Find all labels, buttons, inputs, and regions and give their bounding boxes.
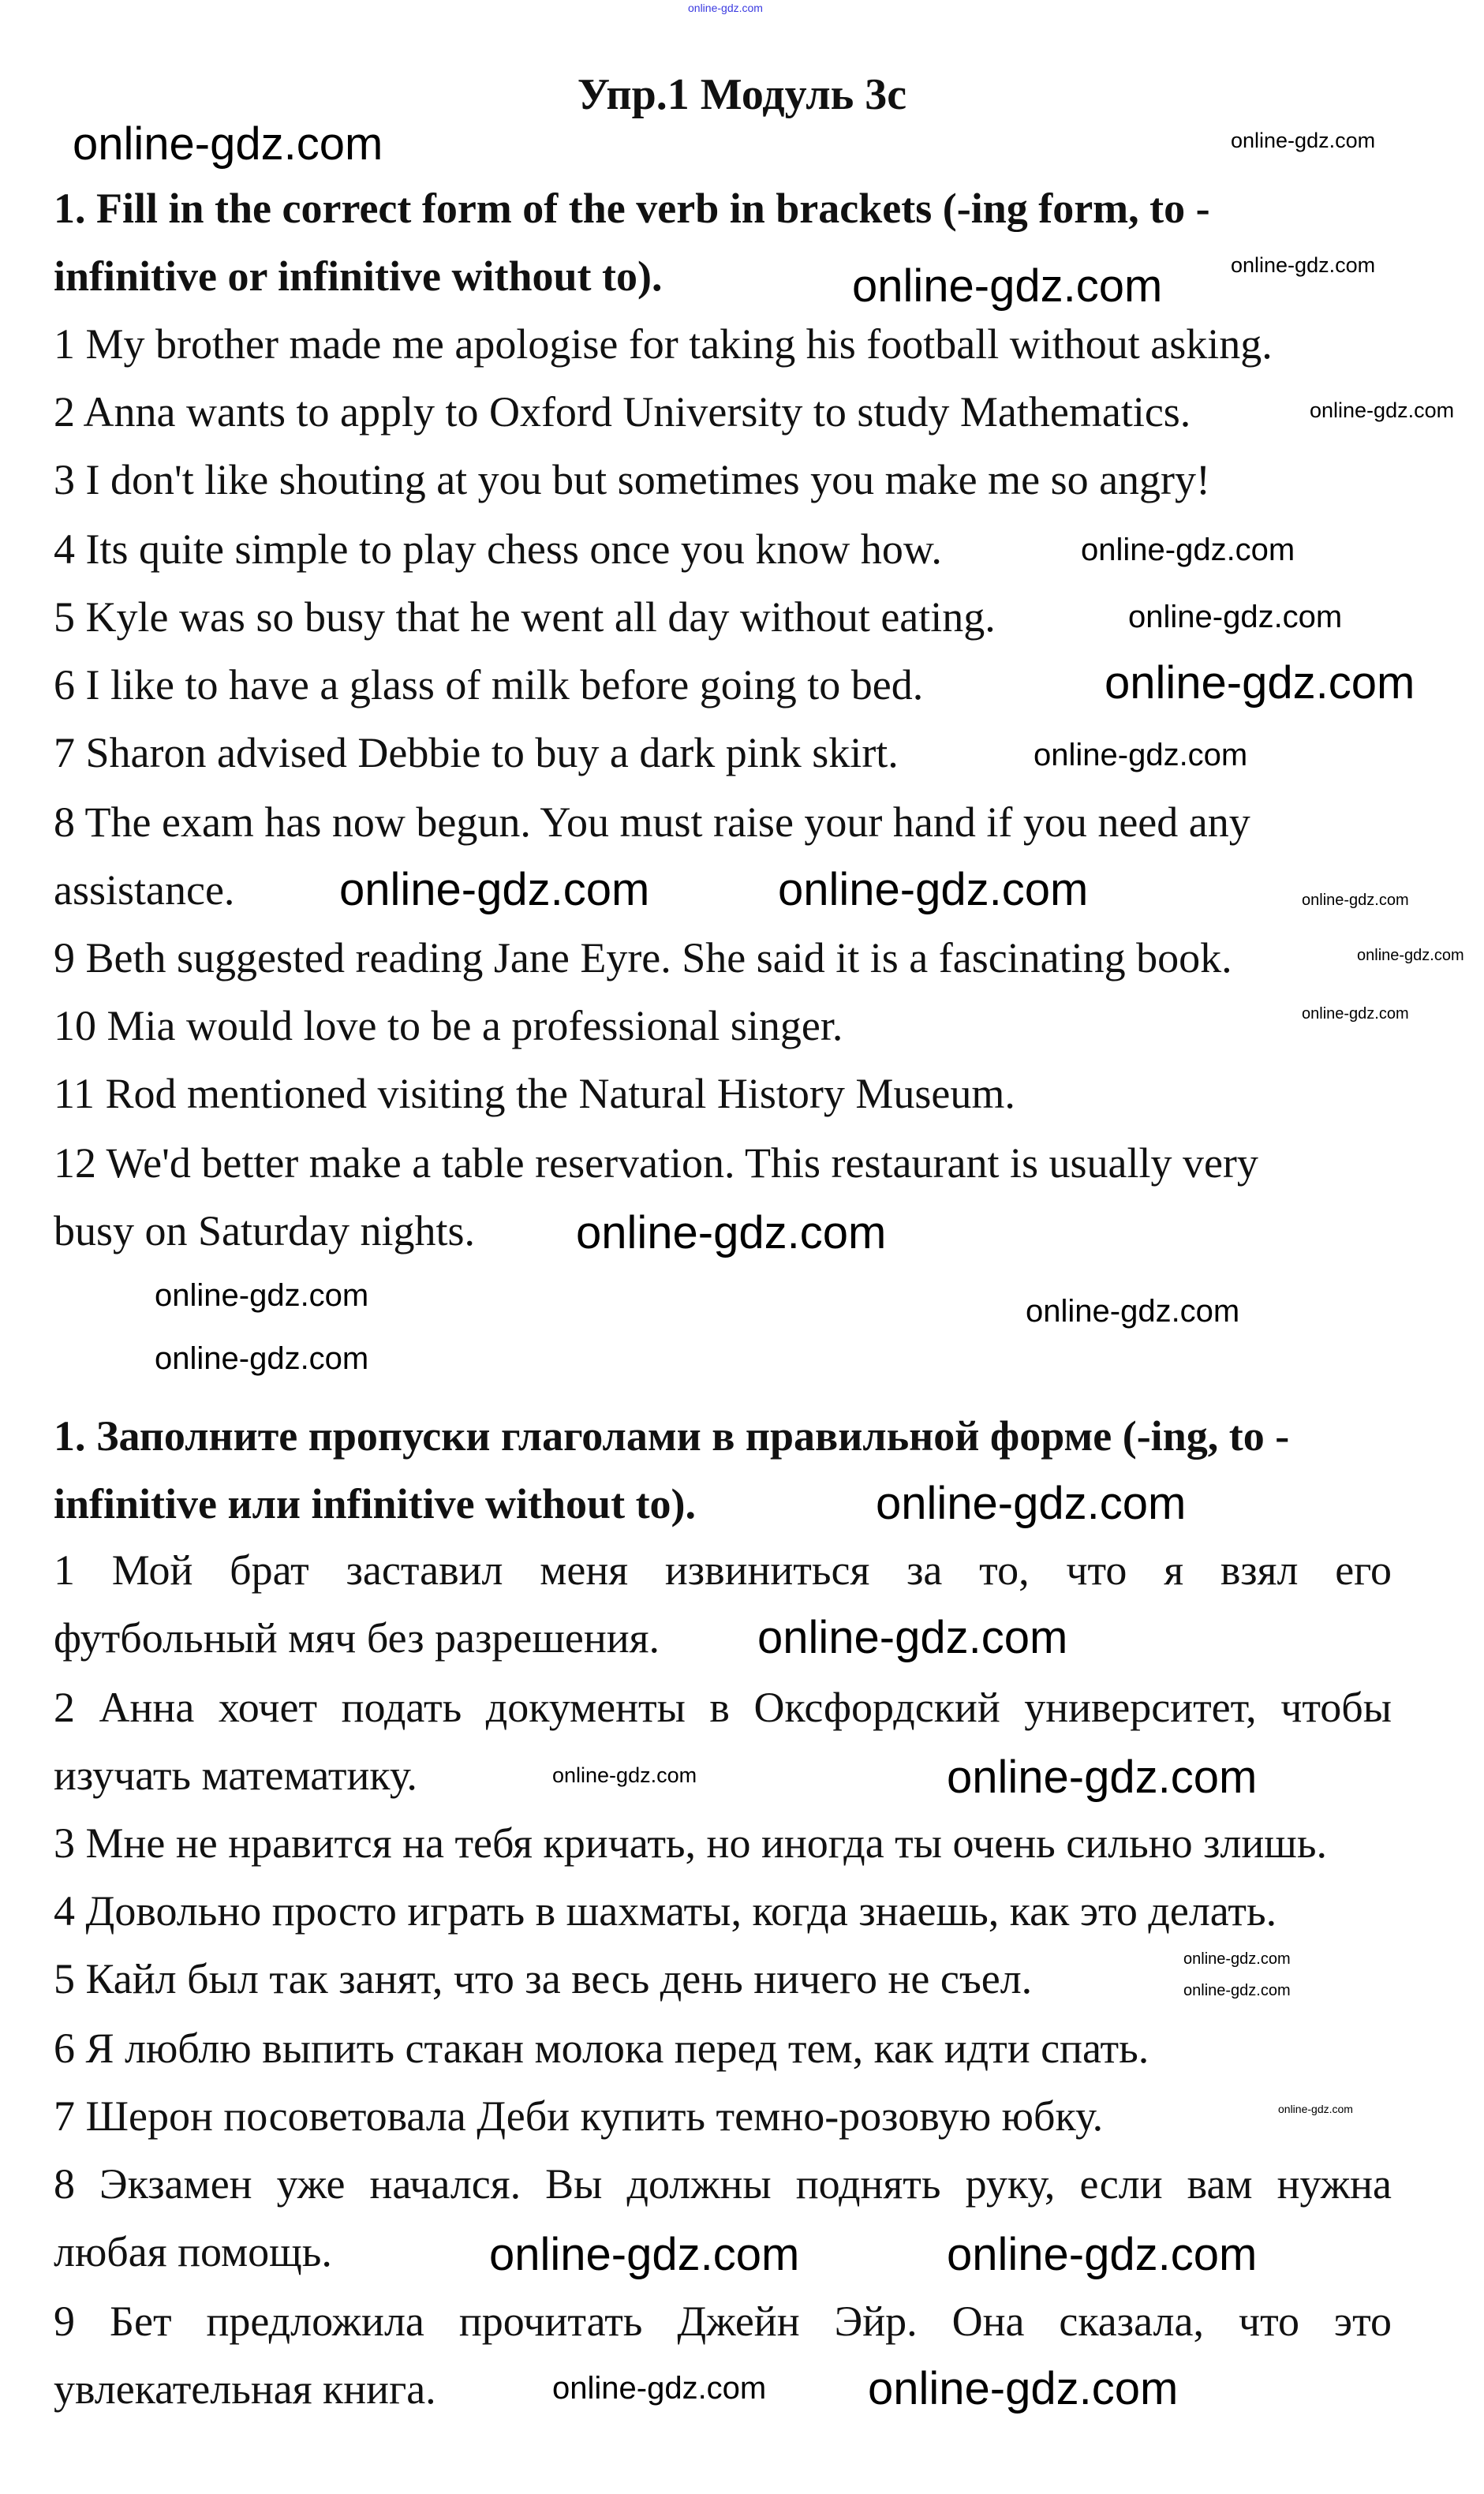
translation-line: 6 Я люблю выпить стакан молока перед тем, как идти спать. (54, 2025, 1149, 2072)
answer-line: 12 We'd better make a table reservation. This restaurant is usually very (54, 1139, 1258, 1187)
answer-line: 11 Rod mentioned visiting the Natural History Museum. (54, 1070, 1015, 1117)
watermark: online-gdz.com (876, 1478, 1187, 1529)
exercise-heading-ru: 1. Заполните пропуски глаголами в правильной форме (-ing, to - (54, 1412, 1290, 1460)
translation-line: любая помощь. (54, 2228, 332, 2275)
watermark: online-gdz.com (852, 260, 1163, 312)
answer-line: busy on Saturday nights. (54, 1207, 475, 1254)
watermark: online-gdz.com (688, 2, 763, 14)
answer-line: 2 Anna wants to apply to Oxford University to study Mathematics. (54, 388, 1191, 436)
watermark: online-gdz.com (1357, 947, 1464, 964)
watermark: online-gdz.com (868, 2363, 1179, 2414)
answer-line: 8 The exam has now begun. You must raise your hand if you need any (54, 798, 1250, 846)
translation-line: 1 Мой брат заставил меня извиниться за то, что я взял его (54, 1546, 1392, 1594)
watermark: online-gdz.com (757, 1612, 1068, 1663)
watermark: online-gdz.com (576, 1207, 887, 1258)
translation-line: 4 Довольно просто играть в шахматы, когда знаешь, как это делать. (54, 1887, 1277, 1935)
translation-line: 7 Шерон посоветовала Деби купить темно-розовую юбку. (54, 2092, 1104, 2140)
watermark: online-gdz.com (489, 2229, 800, 2280)
exercise-heading-ru: infinitive или infinitive without to). (54, 1480, 697, 1527)
translation-line: 9 Бет предложила прочитать Джейн Эйр. Она сказала, что это (54, 2298, 1392, 2345)
watermark: online-gdz.com (155, 1341, 369, 1376)
answer-line: 5 Kyle was so busy that he went all day without eating. (54, 593, 996, 641)
watermark: online-gdz.com (552, 2371, 767, 2406)
watermark: online-gdz.com (73, 118, 383, 170)
translation-line: 8 Экзамен уже начался. Вы должны поднять руку, если вам нужна (54, 2160, 1392, 2208)
watermark: online-gdz.com (1183, 1982, 1291, 1999)
watermark: online-gdz.com (947, 1752, 1258, 1803)
watermark: online-gdz.com (1302, 892, 1409, 909)
watermark: online-gdz.com (155, 1278, 369, 1313)
watermark: online-gdz.com (1128, 600, 1343, 634)
watermark: online-gdz.com (1310, 398, 1455, 422)
watermark: online-gdz.com (1183, 1950, 1291, 1968)
translation-line: футбольный мяч без разрешения. (54, 1614, 660, 1662)
watermark: online-gdz.com (1231, 129, 1376, 152)
watermark: online-gdz.com (1231, 253, 1376, 277)
translation-line: 2 Анна хочет подать документы в Оксфордский университет, чтобы (54, 1684, 1392, 1731)
translation-line: 5 Кайл был так занят, что за весь день ничего не съел. (54, 1955, 1033, 2002)
watermark: online-gdz.com (947, 2229, 1258, 2280)
answer-line: 9 Beth suggested reading Jane Eyre. She said it is a fascinating book. (54, 934, 1232, 982)
page-title: Упр.1 Модуль 3с (577, 70, 907, 119)
watermark: online-gdz.com (1081, 533, 1295, 567)
answer-line: 3 I don't like shouting at you but sometimes you make me so angry! (54, 456, 1211, 503)
translation-line: увлекательная книга. (54, 2365, 436, 2413)
watermark: online-gdz.com (1302, 1005, 1409, 1023)
translation-line: изучать математику. (54, 1752, 417, 1799)
answer-line: 6 I like to have a glass of milk before going to bed. (54, 661, 924, 709)
watermark: online-gdz.com (1026, 1294, 1240, 1329)
answer-line: 4 Its quite simple to play chess once you know how. (54, 525, 942, 573)
translation-line: 3 Мне не нравится на тебя кричать, но иногда ты очень сильно злишь. (54, 1819, 1328, 1867)
answer-line: 10 Mia would love to be a professional singer. (54, 1002, 843, 1049)
watermark: online-gdz.com (552, 1763, 697, 1787)
exercise-heading-en: 1. Fill in the correct form of the verb in brackets (-ing form, to - (54, 185, 1210, 232)
watermark: online-gdz.com (1105, 657, 1415, 709)
watermark: online-gdz.com (339, 864, 650, 915)
exercise-heading-en: infinitive or infinitive without to). (54, 252, 663, 300)
answer-line: assistance. (54, 866, 235, 914)
answer-line: 7 Sharon advised Debbie to buy a dark pink skirt. (54, 729, 899, 776)
watermark: online-gdz.com (1278, 2103, 1353, 2115)
answer-line: 1 My brother made me apologise for taking his football without asking. (54, 320, 1273, 368)
watermark: online-gdz.com (778, 864, 1089, 915)
watermark: online-gdz.com (1034, 738, 1248, 772)
